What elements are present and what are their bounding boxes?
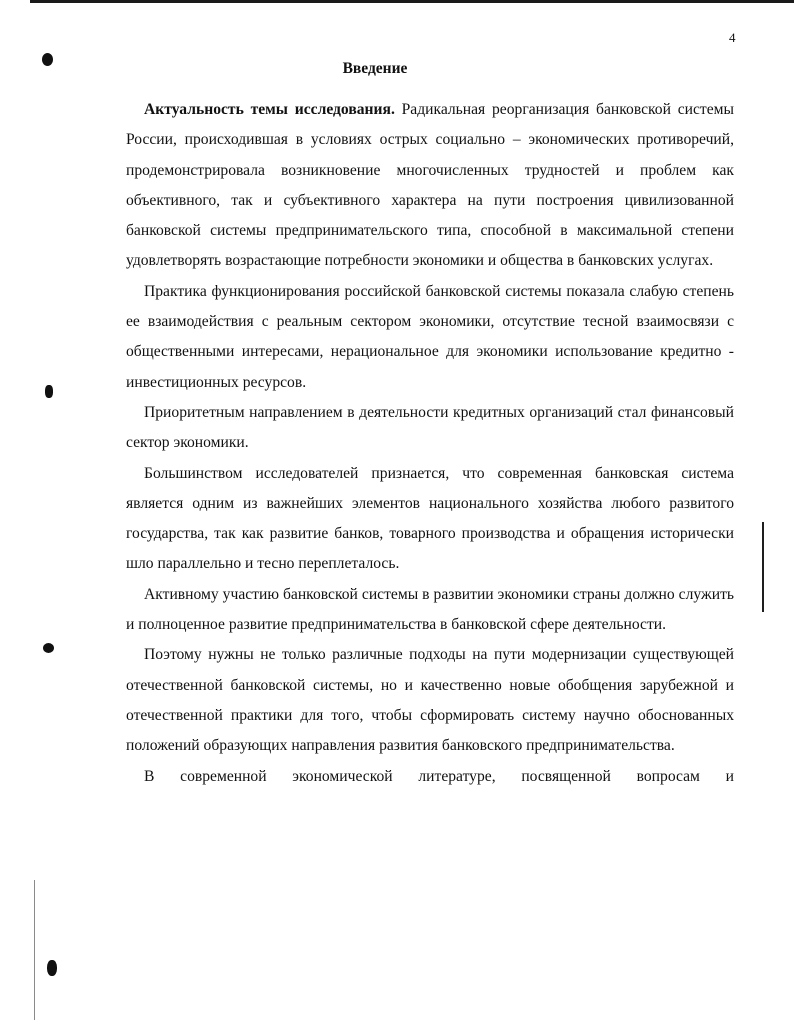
binder-hole-mark bbox=[42, 53, 53, 66]
scan-top-border bbox=[30, 0, 794, 3]
binder-hole-mark bbox=[47, 960, 57, 976]
paragraph-literature: В современной экономической литературе, посвященной вопросам и bbox=[144, 767, 734, 785]
scan-margin-line bbox=[34, 880, 35, 1020]
paragraph-participation: Активному участию банковской системы в развитии экономики страны должно служить и полноценное развитие предпринимательства в банковской сфере деятельности. bbox=[126, 585, 734, 634]
paragraph-approaches: Поэтому нужны не только различные подходы на пути модернизации существующей отечественной банковской системы, но и качественно новые обобщения зарубежной и отечественной практики для того, чтобы сформировать систему научно обоснованных положений образующих направления развития банковского предпринимательства. bbox=[126, 646, 734, 755]
body-text bbox=[126, 95, 734, 792]
paragraph-priority: Приоритетным направлением в деятельности кредитных организаций стал финансовый сектор экономики. bbox=[126, 403, 734, 452]
paragraph-researchers: Большинством исследователей признается, что современная банковская система является одним из важнейших элементов национального хозяйства любого развитого государства, так как развитие банков, товарного производства и обращения исторически шло параллельно и тесно переплеталось. bbox=[126, 464, 734, 573]
paragraph-relevance bbox=[126, 95, 734, 277]
paragraph-text: Радикальная реорганизация банковской системы России, происходившая в условиях острых социально – экономических противоречий, продемонстрировала возникновение многочисленных трудностей и проблем как объективного, так и субъективного характера на пути построения цивилизованной банковской системы предпринимательского типа, способной в максимальной степени удовлетворять возрастающие потребности экономики и общества в банковских услугах. bbox=[126, 101, 734, 270]
section-heading-text: Введение bbox=[342, 60, 408, 77]
binder-hole-mark bbox=[43, 643, 54, 653]
paragraph-lead: Актуальность темы исследования. bbox=[144, 101, 395, 118]
paragraph-practice: Практика функционирования российской банковской системы показала слабую степень ее взаимодействия с реальным сектором экономики, отсутствие тесной взаимосвязи с общественными интересами, нерациональное для экономики использование кредитно - инвестиционных ресурсов. bbox=[126, 282, 734, 391]
binder-hole-mark bbox=[45, 385, 53, 398]
page-number: 4 bbox=[729, 30, 736, 45]
scan-margin-line bbox=[762, 522, 764, 612]
section-heading bbox=[0, 59, 794, 79]
